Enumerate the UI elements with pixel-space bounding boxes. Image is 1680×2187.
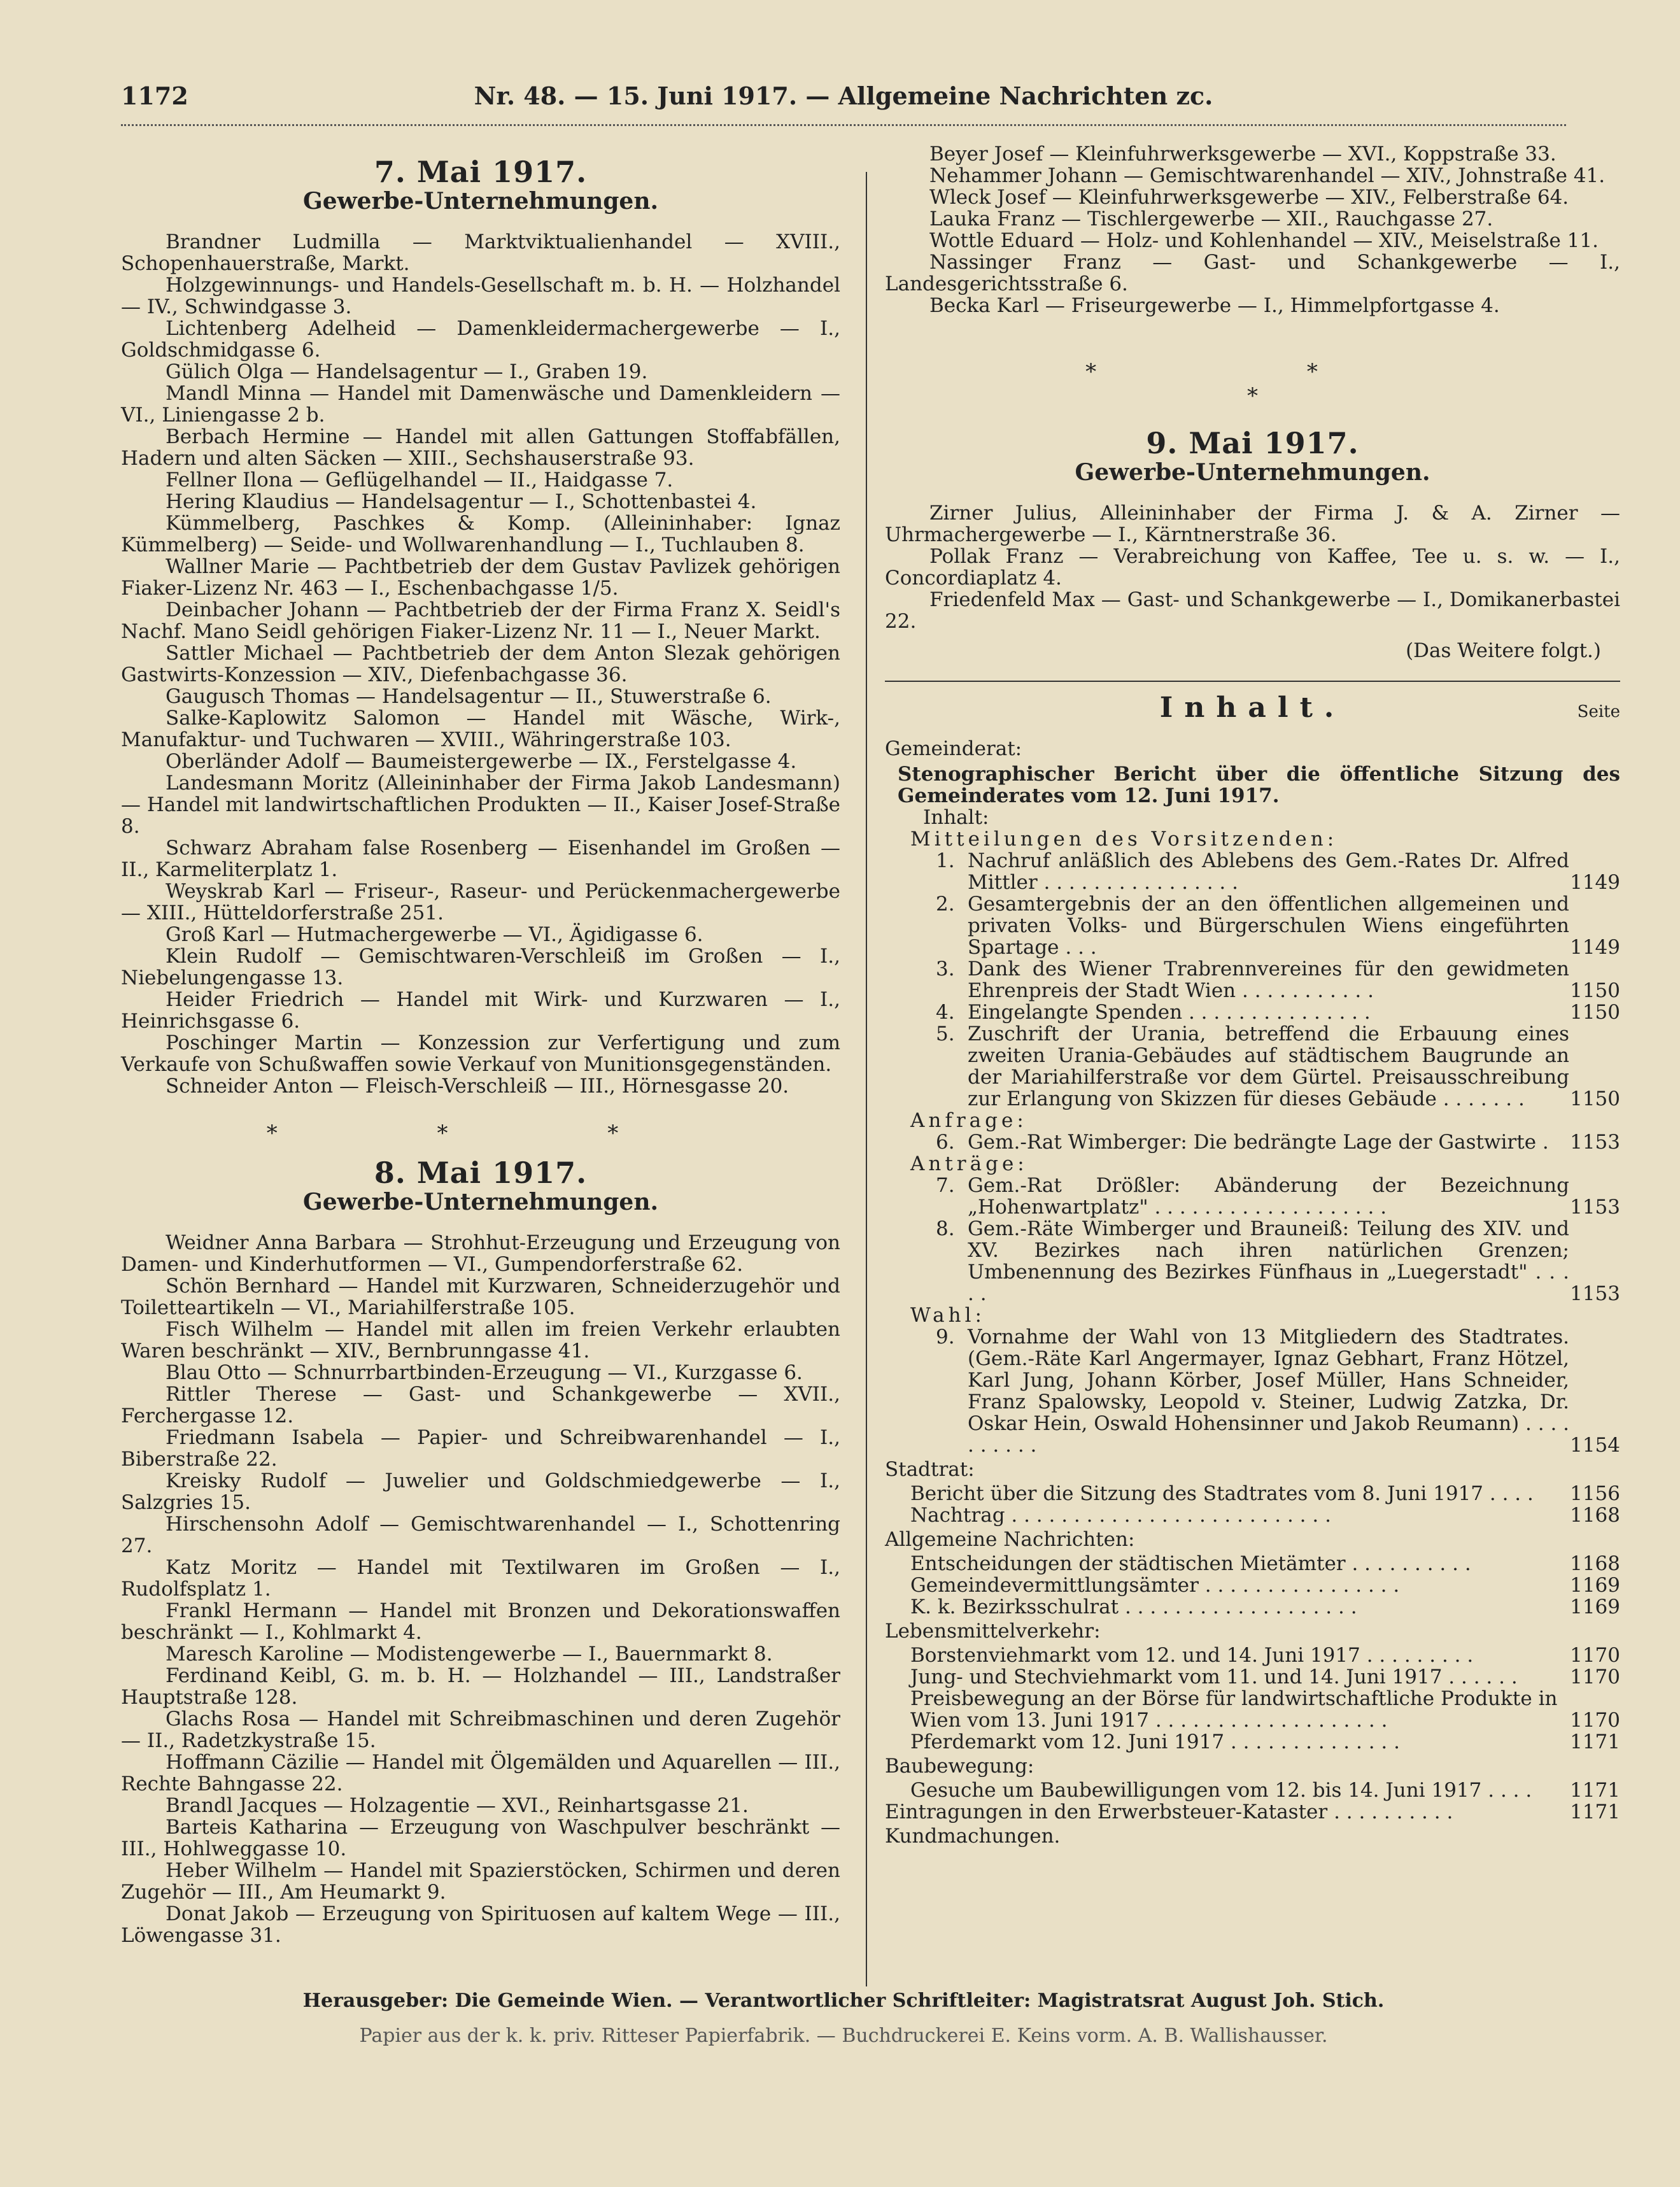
toc-entry-text: Borstenviehmarkt vom 12. und 14. Juni 1917 . . . . . . . . .	[910, 1644, 1474, 1667]
toc-row	[910, 1666, 1620, 1688]
entry: Lauka Franz — Tischlergewerbe — XII., Rauchgasse 27.	[929, 208, 1493, 230]
toc-row	[910, 1553, 1620, 1575]
entry: Fisch Wilhelm — Handel mit allen im freien Verkehr erlaubten Waren beschränkt — XIV., Bernbrunngasse 41.	[121, 1318, 840, 1362]
entry: Weyskrab Karl — Friseur-, Raseur- und Perückenmachergewerbe — XIII., Hütteldorferstraße 251.	[121, 880, 840, 924]
entry: Barteis Katharina — Erzeugung von Waschpulver beschränkt — III., Hohlweggasse 10.	[121, 1816, 840, 1860]
toc-row	[910, 1504, 1620, 1526]
entry: Nehammer Johann — Gemischtwarenhandel — XIV., Johnstraße 41.	[929, 164, 1606, 187]
section-date: 8. Mai 1917.	[374, 1156, 588, 1190]
toc-entry-text: Gem.-Rat Wimberger: Die bedrängte Lage der Gastwirte .	[968, 1131, 1549, 1154]
toc-report-title: Stenographischer Bericht über die öffentliche Sitzung des Gemeinderates vom 12. Juni 1917.	[898, 763, 1620, 807]
entry: Katz Moritz — Handel mit Textilwaren im Großen — I., Rudolfsplatz 1.	[121, 1556, 840, 1601]
section-subtitle: Gewerbe-Unternehmungen.	[302, 1189, 659, 1215]
section-date: 9. Mai 1917.	[1146, 426, 1359, 460]
toc-page-number: 1171	[1570, 1730, 1620, 1753]
toc-item-number: 8.	[936, 1217, 955, 1240]
entry: Weidner Anna Barbara — Strohhut-Erzeugung und Erzeugung von Damen- und Kinderhutformen — VI., Gumpendorferstraße 62.	[121, 1231, 840, 1276]
entry: Friedmann Isabela — Papier- und Schreibwarenhandel — I., Biberstraße 22.	[121, 1426, 840, 1471]
toc-entry-text: Gem.-Räte Wimberger und Brauneiß: Teilung des XIV. und XV. Bezirkes nach ihren natürlichen Grenzen; Umbenennung des Bezirkes Fünfhaus in „Luegerstadt" . . . . .	[968, 1217, 1569, 1305]
toc-page-number: 1156	[1570, 1482, 1620, 1505]
entry: Oberländer Adolf — Baumeistergewerbe — IX., Ferstelgasse 4.	[166, 750, 797, 773]
entry: Gaugusch Thomas — Handelsagentur — II., Stuwerstraße 6.	[166, 685, 772, 708]
toc-row	[910, 1645, 1620, 1666]
toc-page-number: 1170	[1570, 1644, 1620, 1667]
entry: Klein Rudolf — Gemischtwaren-Verschleiß im Großen — I., Niebelungengasse 13.	[121, 945, 840, 989]
toc-entry-text: Nachtrag . . . . . . . . . . . . . . . . . . . . . . . . . .	[910, 1504, 1331, 1527]
right-column	[885, 143, 1620, 1850]
toc-section-label: Baubewegung:	[885, 1755, 1034, 1778]
toc-item	[936, 1023, 1620, 1110]
entry: Donat Jakob — Erzeugung von Spirituosen auf kaltem Wege — III., Löwengasse 31.	[121, 1902, 840, 1947]
toc-page-number: 1154	[1570, 1434, 1620, 1457]
toc-entry-text: Eingelangte Spenden . . . . . . . . . . . . . . .	[968, 1001, 1371, 1024]
toc-heading: Inhalt.	[1159, 691, 1346, 724]
toc-row	[885, 1801, 1620, 1823]
entry: Wottle Eduard — Holz- und Kohlenhandel — XIV., Meiselstraße 11.	[929, 229, 1599, 252]
toc-section-label: Gemeinderat:	[885, 737, 1022, 760]
entry: Rittler Therese — Gast- und Schankgewerbe — XVII., Ferchergasse 12.	[121, 1383, 840, 1427]
toc-entry-text: Vornahme der Wahl von 13 Mitgliedern des Stadtrates. (Gem.-Räte Karl Angermayer, Ignaz Gebhart, Franz Hötzel, Karl Jung, Johann Körber, Josef Müller, Hans Schneider, Franz Spalowsky, Leopold v. Steiner, Ludwig Zatzka, Dr. Oskar Hein, Oswald Hohensinner und Jakob Reumann) . . . . . . . . . .	[968, 1326, 1570, 1457]
toc-item	[936, 958, 1620, 1001]
toc-row	[910, 1596, 1620, 1618]
entry: Kümmelberg, Paschkes & Komp. (Alleininhaber: Ignaz Kümmelberg) — Seide- und Wollwarenhandlung — I., Tuchlauben 8.	[121, 512, 840, 556]
toc-list	[885, 1483, 1620, 1526]
toc-entry-text: Preisbewegung an der Börse für landwirtschaftliche Produkte in Wien vom 13. Juni 1917 . . . . . . . . . . . . . . . . . . .	[910, 1687, 1558, 1732]
toc-list	[885, 1780, 1620, 1801]
toc-entry-text: Gesamtergebnis der an den öffentlichen allgemeinen und privaten Volks- und Bürgerschulen Wiens eingeführten Spartage . . .	[968, 893, 1569, 959]
publisher-line: Herausgeber: Die Gemeinde Wien. — Verantwortlicher Schriftleiter: Magistratsrat August Joh. Stich.	[302, 1990, 1385, 2012]
entry: Hering Klaudius — Handelsagentur — I., Schottenbastei 4.	[166, 490, 757, 513]
entry: Deinbacher Johann — Pachtbetrieb der der Firma Franz X. Seidl's Nachf. Mano Seidl gehörigen Fiaker-Lizenz Nr. 11 — I., Neuer Markt.	[121, 598, 840, 643]
toc-item-number: 6.	[936, 1131, 955, 1154]
toc-section-label: Stadtrat:	[885, 1458, 975, 1481]
divider	[885, 681, 1620, 682]
section-subtitle: Gewerbe-Unternehmungen.	[302, 188, 659, 215]
toc-page-number: 1149	[1570, 936, 1620, 959]
toc-list	[885, 1326, 1620, 1456]
toc-list	[885, 1175, 1620, 1305]
printer-line: Papier aus der k. k. priv. Ritteser Papierfabrik. — Buchdruckerei E. Keins vorm. A. B. Wallishausser.	[359, 2025, 1328, 2047]
column-divider	[866, 172, 867, 1986]
toc-page-number: 1153	[1570, 1131, 1620, 1154]
page-title: Nr. 48. — 15. Juni 1917. — Allgemeine Nachrichten zc.	[474, 81, 1213, 110]
toc-entry-text: Entscheidungen der städtischen Mietämter . . . . . . . . . .	[910, 1552, 1471, 1575]
toc-page-number: 1170	[1570, 1666, 1620, 1688]
toc-page-number: 1171	[1570, 1801, 1620, 1823]
toc-item-number: 3.	[936, 958, 955, 980]
entry: Ferdinand Keibl, G. m. b. H. — Holzhandel — III., Landstraßer Hauptstraße 128.	[121, 1664, 840, 1709]
left-column	[121, 143, 840, 1946]
entry-list	[885, 502, 1620, 632]
entry: Lichtenberg Adelheid — Damenkleidermachergewerbe — I., Goldschmidgasse 6.	[121, 317, 840, 362]
toc-section-label: Allgemeine Nachrichten:	[885, 1528, 1135, 1551]
toc-page-number: 1150	[1570, 979, 1620, 1002]
toc-page-number: 1153	[1570, 1196, 1620, 1219]
entry: Kreisky Rudolf — Juwelier und Goldschmiedgewerbe — I., Salzgries 15.	[121, 1469, 840, 1514]
page-header	[121, 76, 1566, 115]
entry: Blau Otto — Schnurrbartbinden-Erzeugung — VI., Kurzgasse 6.	[166, 1361, 803, 1384]
entry: Sattler Michael — Pachtbetrieb der dem Anton Slezak gehörigen Gastwirts-Konzession — XIV., Diefenbachgasse 36.	[121, 642, 840, 686]
toc-list	[885, 850, 1620, 1110]
toc-label: Anfrage:	[910, 1109, 1027, 1132]
toc-label: Wahl:	[910, 1304, 985, 1327]
toc-row	[910, 1575, 1620, 1596]
entry-list	[121, 231, 840, 1097]
toc-item	[936, 1175, 1620, 1218]
entry: Salke-Kaplowitz Salomon — Handel mit Wäsche, Wirk-, Manufaktur- und Tuchwaren — XVIII., Währingerstraße 103.	[121, 707, 840, 751]
continued-note: (Das Weitere folgt.)	[1406, 639, 1601, 662]
entry: Schön Bernhard — Handel mit Kurzwaren, Schneiderzugehör und Toiletteartikeln — VI., Mariahilferstraße 105.	[121, 1275, 840, 1319]
toc-label: Inhalt:	[923, 806, 989, 829]
section-date: 7. Mai 1917.	[374, 155, 588, 189]
toc-entry-text: K. k. Bezirksschulrat . . . . . . . . . . . . . . . . . . .	[910, 1596, 1357, 1618]
entry: Nassinger Franz — Gast- und Schankgewerbe — I., Landesgerichtsstraße 6.	[885, 251, 1620, 295]
toc-list	[885, 1131, 1620, 1153]
entry-list	[121, 1232, 840, 1946]
entry: Glachs Rosa — Handel mit Schreibmaschinen und deren Zugehör — II., Radetzkystraße 15.	[121, 1708, 840, 1752]
toc-label: Mitteilungen des Vorsitzenden:	[910, 828, 1338, 851]
toc-page-number: 1168	[1570, 1552, 1620, 1575]
separator-stars: * * *	[266, 1121, 695, 1146]
entry: Landesmann Moritz (Alleininhaber der Firma Jakob Landesmann) — Handel mit landwirtschaftlichen Produkten — II., Kaiser Josef-Straße 8.	[121, 772, 841, 838]
toc-entry-text: Gem.-Rat Drößler: Abänderung der Bezeichnung „Hohenwartplatz" . . . . . . . . . . . . . . . . . . .	[968, 1174, 1569, 1219]
section-subtitle: Gewerbe-Unternehmungen.	[1075, 459, 1430, 486]
entry: Heider Friedrich — Handel mit Wirk- und Kurzwaren — I., Heinrichsgasse 6.	[121, 988, 840, 1033]
toc-row	[910, 1483, 1620, 1504]
toc-page-number: 1150	[1570, 1001, 1620, 1024]
entry: Berbach Hermine — Handel mit allen Gattungen Stoffabfällen, Hadern und alten Säcken — XIII., Sechshauserstraße 93.	[121, 425, 840, 470]
separator-stars: *	[1247, 383, 1258, 409]
toc-section-label: Lebensmittelverkehr:	[885, 1620, 1101, 1643]
toc-item-number: 5.	[936, 1023, 955, 1045]
toc-item	[936, 1001, 1620, 1023]
entry: Frankl Hermann — Handel mit Bronzen und Dekorationswaffen beschränkt — I., Kohlmarkt 4.	[121, 1599, 840, 1644]
toc-page-number: 1150	[1570, 1087, 1620, 1110]
toc-section-label: Kundmachungen.	[885, 1825, 1061, 1848]
page-column-label: Seite	[1577, 702, 1620, 721]
toc-item	[936, 1218, 1620, 1305]
entry: Wleck Josef — Kleinfuhrwerksgewerbe — XIV., Felberstraße 64.	[929, 186, 1569, 209]
entry-list	[885, 143, 1620, 316]
toc-item-number: 1.	[936, 849, 955, 872]
toc-item-number: 7.	[936, 1174, 955, 1197]
entry: Hoffmann Cäzilie — Handel mit Ölgemälden und Aquarellen — III., Rechte Bahngasse 22.	[121, 1751, 840, 1795]
toc-item	[936, 1326, 1620, 1456]
entry: Mandl Minna — Handel mit Damenwäsche und Damenkleidern — VI., Liniengasse 2 b.	[121, 382, 840, 427]
entry: Maresch Karoline — Modistengewerbe — I., Bauernmarkt 8.	[166, 1643, 773, 1666]
toc-page-number: 1149	[1570, 871, 1620, 894]
toc-item	[936, 850, 1620, 893]
toc-entry-text: Pferdemarkt vom 12. Juni 1917 . . . . . . . . . . . . . .	[910, 1730, 1400, 1753]
toc-row	[910, 1688, 1620, 1731]
entry: Hirschensohn Adolf — Gemischtwarenhandel — I., Schottenring 27.	[121, 1513, 840, 1557]
entry: Heber Wilhelm — Handel mit Spazierstöcken, Schirmen und deren Zugehör — III., Am Heumarkt 9.	[121, 1859, 840, 1904]
toc-title	[885, 691, 1620, 724]
entry: Pollak Franz — Verabreichung von Kaffee, Tee u. s. w. — I., Concordiaplatz 4.	[885, 545, 1620, 590]
toc-page-number: 1169	[1570, 1596, 1620, 1618]
toc-entry-text: Eintragungen in den Erwerbsteuer-Kataster . . . . . . . . . .	[885, 1801, 1453, 1823]
entry: Friedenfeld Max — Gast- und Schankgewerbe — I., Domikanerbastei 22.	[885, 588, 1620, 633]
toc-label: Anträge:	[910, 1152, 1028, 1175]
toc-page-number: 1153	[1570, 1282, 1620, 1305]
toc-page-number: 1171	[1570, 1779, 1620, 1802]
toc-list	[885, 1553, 1620, 1618]
toc-item-number: 4.	[936, 1001, 955, 1024]
toc-row	[910, 1780, 1620, 1801]
entry: Schneider Anton — Fleisch-Verschleiß — III., Hörnesgasse 20.	[166, 1075, 789, 1098]
toc-page-number: 1169	[1570, 1574, 1620, 1597]
header-rule	[121, 124, 1566, 130]
toc-list	[885, 1645, 1620, 1753]
entry: Groß Karl — Hutmachergewerbe — VI., Ägidigasse 6.	[166, 923, 703, 946]
toc-item	[936, 893, 1620, 958]
toc-entry-text: Dank des Wiener Trabrennvereines für den gewidmeten Ehrenpreis der Stadt Wien . . . . . . . . . . .	[968, 958, 1569, 1002]
entry: Becka Karl — Friseurgewerbe — I., Himmelpfortgasse 4.	[929, 294, 1500, 317]
entry: Zirner Julius, Alleininhaber der Firma J. & A. Zirner — Uhrmachergewerbe — I., Kärntnerstraße 36.	[885, 502, 1620, 546]
toc-entry-text: Gemeindevermittlungsämter . . . . . . . . . . . . . . . .	[910, 1574, 1400, 1597]
toc-item-number: 9.	[936, 1326, 955, 1348]
toc-entry-text: Zuschrift der Urania, betreffend die Erbauung eines zweiten Urania-Gebäudes auf städtischem Baugrunde an der Mariahilferstraße vor dem Gürtel. Preisausschreibung zur Erlangung von Skizzen für dieses Gebäude . . . . . . .	[968, 1023, 1569, 1110]
entry: Schwarz Abraham false Rosenberg — Eisenhandel im Großen — II., Karmeliterplatz 1.	[121, 837, 840, 881]
entry: Holzgewinnungs- und Handels-Gesellschaft m. b. H. — Holzhandel — IV., Schwindgasse 3.	[121, 274, 840, 318]
page-number: 1172	[121, 81, 188, 110]
entry: Beyer Josef — Kleinfuhrwerksgewerbe — XVI., Koppstraße 33.	[929, 143, 1556, 166]
toc-entry-text: Gesuche um Baubewilligungen vom 12. bis 14. Juni 1917 . . . .	[910, 1779, 1532, 1802]
entry: Brandl Jacques — Holzagentie — XVI., Reinhartsgasse 21.	[166, 1794, 749, 1817]
toc-entry-text: Nachruf anläßlich des Ablebens des Gem.-Rates Dr. Alfred Mittler . . . . . . . . . . . . . . . .	[968, 849, 1569, 894]
entry: Gülich Olga — Handelsagentur — I., Graben 19.	[166, 360, 648, 383]
toc-page-number: 1168	[1570, 1504, 1620, 1527]
separator-stars: * *	[1085, 359, 1420, 385]
toc-page-number: 1170	[1570, 1709, 1620, 1732]
entry: Fellner Ilona — Geflügelhandel — II., Haidgasse 7.	[166, 469, 674, 492]
toc-row	[910, 1731, 1620, 1753]
toc-entry-text: Jung- und Stechviehmarkt vom 11. und 14. Juni 1917 . . . . . .	[910, 1666, 1518, 1688]
toc-item-number: 2.	[936, 893, 955, 916]
toc-entry-text: Bericht über die Sitzung des Stadtrates vom 8. Juni 1917 . . . .	[910, 1482, 1534, 1505]
entry: Poschinger Martin — Konzession zur Verfertigung und zum Verkaufe von Schußwaffen sowie Verkauf von Munitionsgegenständen.	[121, 1031, 840, 1076]
entry: Brandner Ludmilla — Marktviktualienhandel — XVIII., Schopenhauerstraße, Markt.	[121, 230, 840, 275]
entry: Wallner Marie — Pachtbetrieb der dem Gustav Pavlizek gehörigen Fiaker-Lizenz Nr. 463 — I., Eschenbachgasse 1/5.	[121, 555, 840, 600]
toc-item	[936, 1131, 1620, 1153]
